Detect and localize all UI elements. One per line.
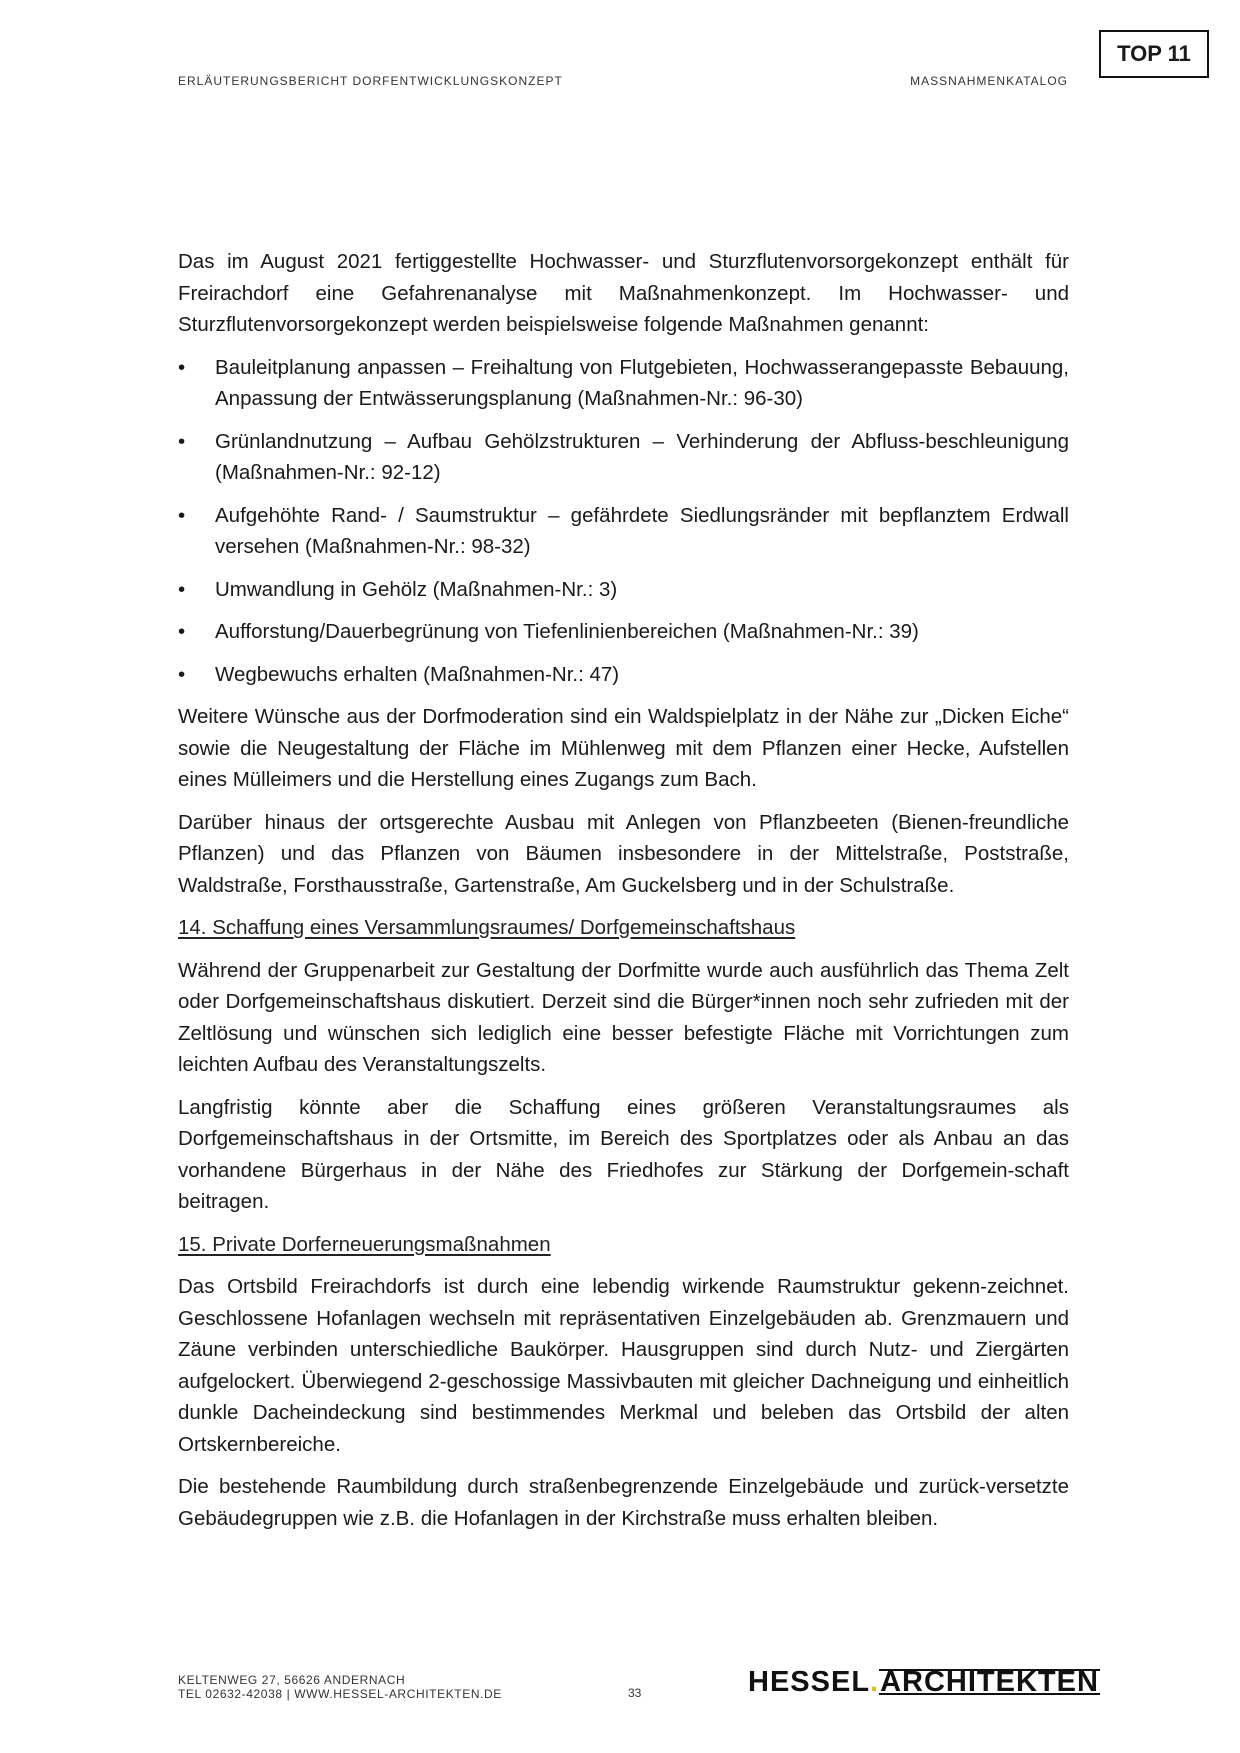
section-15-paragraph-1: Das Ortsbild Freirachdorfs ist durch eine lebendig wirkende Raumstruktur gekenn-zeichnet. Geschlossene Hofanlagen wechseln mit repräsentativen Einzelgebäuden ab. Grenzmauern und Zäune verbinden unterschiedliche Baukörper. Hausgruppen sind durch Nutz- und Ziergärten aufgelockert. Überwiegend 2-geschossige Massivbauten mit gleicher Dachneigung und einheitlich dunkle Dacheindeckung sind bestimmendes Merkmal und beleben das Ortsbild der alten Ortskernbereiche. <box>178 1275 1069 1456</box>
measures-list <box>178 352 1069 691</box>
intro-paragraph: Das im August 2021 fertiggestellte Hochwasser- und Sturzflutenvorsorgekonzept enthält für Freirachdorf eine Gefahrenanalyse mit Maßnahmenkonzept. Im Hochwasser- und Sturzflutenvorsorgekonzept werden beispielsweise folgende Maßnahmen genannt: <box>178 250 1069 336</box>
section-heading-14: 14. Schaffung eines Versammlungsraumes/ Dorfgemeinschaftshaus <box>178 916 796 939</box>
header-section-title: MASSNAHMENKATALOG <box>910 74 1068 88</box>
page-number: 33 <box>628 1686 642 1700</box>
main-content <box>178 246 1069 1545</box>
list-item: • Bauleitplanung anpassen – Freihaltung von Flutgebieten, Hochwasserangepasste Bebauung, Anpassung der Entwässerungsplanung (Maßnahmen-Nr.: 96-30) <box>178 352 1069 415</box>
logo-text-architekten: ARCHITEKTEN <box>880 1666 1099 1698</box>
logo-dot: . <box>870 1666 880 1698</box>
logo-text-hessel: HESSEL <box>748 1666 871 1698</box>
streets-paragraph: Darüber hinaus der ortsgerechte Ausbau mit Anlegen von Pflanzbeeten (Bienen-freundliche Pflanzen) und das Pflanzen von Bäumen insbesondere in der Mittelstraße, Poststraße, Waldstraße, Forsthausstraße, Gartenstraße, Am Guckelsberg und in der Schulstraße. <box>178 810 1069 897</box>
header-document-title: ERLÄUTERUNGSBERICHT DORFENTWICKLUNGSKONZEPT <box>178 74 563 88</box>
section-15-paragraph-2: Die bestehende Raumbildung durch straßenbegrenzende Einzelgebäude und zurück-versetzte Gebäudegruppen wie z.B. die Hofanlagen in der Kirchstraße muss erhalten bleiben. <box>178 1475 1069 1530</box>
footer-address: KELTENWEG 27, 56626 ANDERNACH <box>178 1673 406 1687</box>
list-item: • Aufforstung/Dauerbegrünung von Tiefenlinienbereichen (Maßnahmen-Nr.: 39) <box>178 616 1069 648</box>
list-item: • Grünlandnutzung – Aufbau Gehölzstrukturen – Verhinderung der Abfluss-beschleunigung (Maßnahmen-Nr.: 92-12) <box>178 426 1069 489</box>
top-badge: TOP 11 <box>1099 30 1209 78</box>
list-item: • Aufgehöhte Rand- / Saumstruktur – gefährdete Siedlungsränder mit bepflanztem Erdwall versehen (Maßnahmen-Nr.: 98-32) <box>178 500 1069 563</box>
list-item: • Wegbewuchs erhalten (Maßnahmen-Nr.: 47) <box>178 659 1069 691</box>
section-14-paragraph-1: Während der Gruppenarbeit zur Gestaltung der Dorfmitte wurde auch ausführlich das Thema Zelt oder Dorfgemeinschaftshaus diskutiert. Derzeit sind die Bürger*innen noch sehr zufrieden mit der Zeltlösung und wünschen sich lediglich eine besser befestigte Fläche mit Vorrichtungen zum leichten Aufbau des Veranstaltungszelts. <box>178 958 1069 1076</box>
company-logo <box>748 1666 1100 1699</box>
section-14-paragraph-2: Langfristig könnte aber die Schaffung eines größeren Veranstaltungsraumes als Dorfgemeinschaftshaus in der Ortsmitte, im Bereich des Sportplatzes oder als Anbau an das vorhandene Bürgerhaus in der Nähe des Friedhofes zur Stärkung der Dorfgemein-schaft beitragen. <box>178 1095 1069 1213</box>
footer-phone-web: TEL 02632-42038 | WWW.HESSEL-ARCHITEKTEN.DE <box>178 1687 502 1701</box>
section-heading-15: 15. Private Dorferneuerungsmaßnahmen <box>178 1232 551 1256</box>
list-item: • Umwandlung in Gehölz (Maßnahmen-Nr.: 3) <box>178 574 1069 606</box>
wishes-paragraph: Weitere Wünsche aus der Dorfmoderation sind ein Waldspielplatz in der Nähe zur „Dicken Eiche“ sowie die Neugestaltung der Fläche im Mühlenweg mit dem Pflanzen einer Hecke, Aufstellen eines Mülleimers und die Herstellung eines Zugangs zum Bach. <box>178 705 1069 791</box>
footer-contact <box>178 1673 502 1701</box>
